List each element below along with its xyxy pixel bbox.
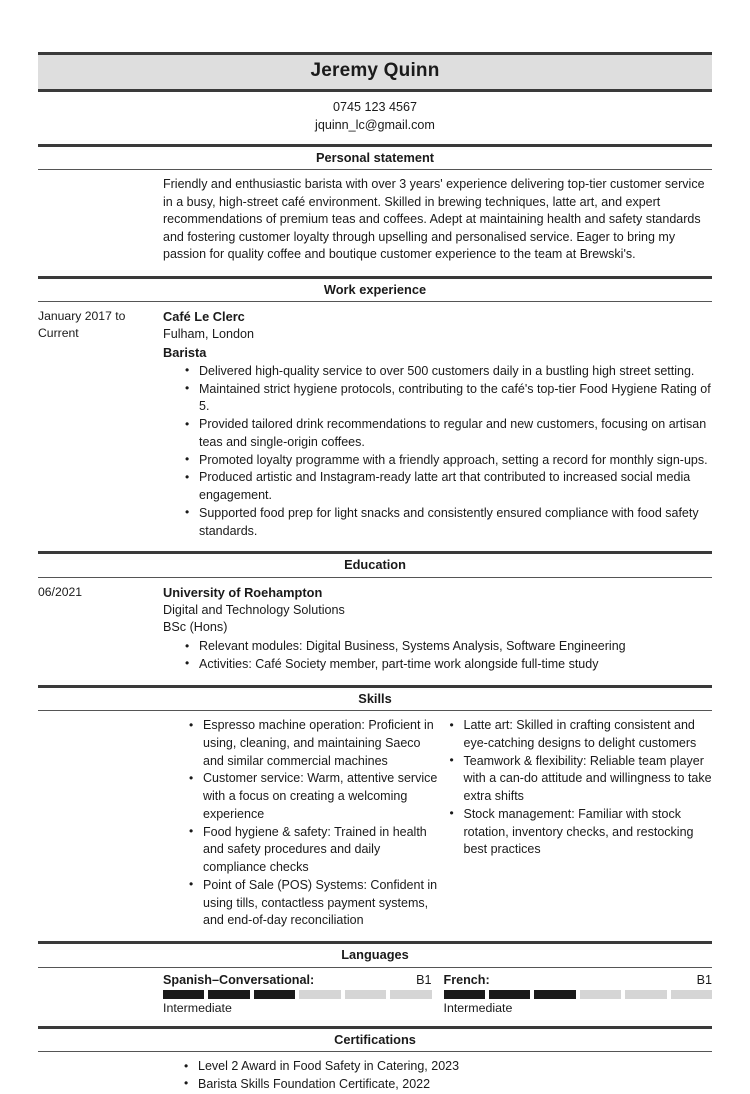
section-title-education: Education <box>38 551 712 578</box>
skills-gutter <box>38 716 163 930</box>
education-entry-body <box>163 584 712 674</box>
section-title-languages: Languages <box>38 941 712 968</box>
work-entry-role: Barista <box>163 344 207 360</box>
work-entry-organisation: Café Le Clerc <box>163 309 245 325</box>
skills-list-right <box>438 717 713 859</box>
certifications-block <box>38 1052 712 1094</box>
education-entry-institution: University of Roehampton <box>163 584 323 600</box>
proficiency-segment <box>489 990 530 999</box>
language-name: Spanish–Conversational: <box>163 972 315 987</box>
list-item: • Relevant modules: Digital Business, Systems Analysis, Software Engineering <box>199 638 712 656</box>
skills-column-left <box>163 716 438 930</box>
list-item: • Delivered high-quality service to over 500 customers daily in a bustling high street setting. <box>199 363 712 381</box>
list-item: • Espresso machine operation: Proficient in using, cleaning, and maintaining Saeco and similar commercial machines <box>203 717 438 770</box>
language-header <box>163 973 432 987</box>
education-entry-bullets <box>163 638 712 674</box>
section-title-personal-statement: Personal statement <box>38 144 712 171</box>
proficiency-segment <box>254 990 295 999</box>
contact-phone: 0745 123 4567 <box>332 99 418 114</box>
candidate-name: Jeremy Quinn <box>310 60 440 81</box>
proficiency-segment <box>671 990 712 999</box>
languages-gutter <box>38 973 163 1017</box>
section-title-skills: Skills <box>38 685 712 712</box>
skills-grid <box>38 711 712 941</box>
skills-list-left <box>163 717 438 930</box>
work-entry-date: January 2017 to Current <box>38 309 126 341</box>
work-entry-body <box>163 308 712 540</box>
list-item: • Produced artistic and Instagram-ready latte art that contributed to increased social media engagement. <box>199 469 712 505</box>
list-item: • Provided tailored drink recommendations to regular and new customers, focusing on artisan teas and single-origin coffees. <box>199 416 712 452</box>
personal-statement-text: Friendly and enthusiastic barista with over 3 years' experience delivering top-tier customer service in a busy, high-street café environment. Skilled in brewing techniques, latte art, and expert recommendations of premium teas and coffees. Adept at maintaining health and safety standards and fostering customer loyalty through upselling and personalised service. Eager to bring my passion for quality coffee and boutique customer experience to the team at Brewski's. <box>163 177 705 262</box>
languages-grid <box>38 968 712 1026</box>
language-level-label: Intermediate <box>443 1000 513 1015</box>
proficiency-segment <box>345 990 386 999</box>
language-item <box>444 973 713 1017</box>
proficiency-segment <box>208 990 249 999</box>
list-item: • Point of Sale (POS) Systems: Confident in using tills, contactless payment systems, and end-of-day reconciliation <box>203 877 438 930</box>
education-entry-qualification: BSc (Hons) <box>163 620 228 635</box>
work-entry-bullets <box>163 363 712 541</box>
list-item: • Teamwork & flexibility: Reliable team player with a can-do attitude and willingness to take extra shifts <box>464 753 713 806</box>
education-entry <box>38 578 712 685</box>
proficiency-segment <box>444 990 485 999</box>
section-title-certifications: Certifications <box>38 1026 712 1053</box>
personal-statement-row <box>38 170 712 276</box>
work-entry-location: Fulham, London <box>163 327 255 342</box>
list-item: • Latte art: Skilled in crafting consistent and eye-catching designs to delight customers <box>464 717 713 753</box>
language-level-label: Intermediate <box>163 1000 232 1015</box>
list-item: • Activities: Café Society member, part-time work alongside full-time study <box>199 656 712 674</box>
work-experience-entry <box>38 302 712 551</box>
language-item <box>163 973 444 1017</box>
language-header <box>444 973 713 987</box>
proficiency-segment <box>580 990 621 999</box>
language-level-code: B1 <box>416 972 432 987</box>
skills-column-right <box>438 716 713 930</box>
language-name: French: <box>443 972 490 987</box>
contact-details <box>38 92 712 144</box>
certifications-list <box>38 1058 712 1094</box>
resume-sheet <box>38 0 712 1094</box>
list-item: • Stock management: Familiar with stock rotation, inventory checks, and restocking best practices <box>464 806 713 859</box>
language-proficiency-bar <box>444 990 713 999</box>
contact-email: jquinn_lc@gmail.com <box>315 117 435 132</box>
proficiency-segment <box>390 990 431 999</box>
list-item: • Barista Skills Foundation Certificate, 2022 <box>198 1076 712 1094</box>
education-entry-programme: Digital and Technology Solutions <box>163 602 345 617</box>
list-item: • Promoted loyalty programme with a friendly approach, setting a record for monthly sign-ups. <box>199 452 712 470</box>
education-entry-date: 06/2021 <box>38 584 83 599</box>
list-item: • Customer service: Warm, attentive service with a focus on creating a welcoming experience <box>203 770 438 823</box>
proficiency-segment <box>163 990 204 999</box>
proficiency-segment <box>625 990 666 999</box>
language-proficiency-bar <box>163 990 432 999</box>
list-item: • Supported food prep for light snacks and consistently ensured compliance with food safety standards. <box>199 505 712 541</box>
list-item: • Food hygiene & safety: Trained in health and safety procedures and daily compliance checks <box>203 824 438 877</box>
list-item: • Maintained strict hygiene protocols, contributing to the café's top-tier Food Hygiene Rating of 5. <box>199 381 712 417</box>
proficiency-segment <box>299 990 340 999</box>
language-level-code: B1 <box>696 972 712 987</box>
candidate-name-banner <box>38 52 712 92</box>
section-title-work-experience: Work experience <box>38 276 712 303</box>
proficiency-segment <box>534 990 575 999</box>
list-item: • Level 2 Award in Food Safety in Catering, 2023 <box>198 1058 712 1076</box>
